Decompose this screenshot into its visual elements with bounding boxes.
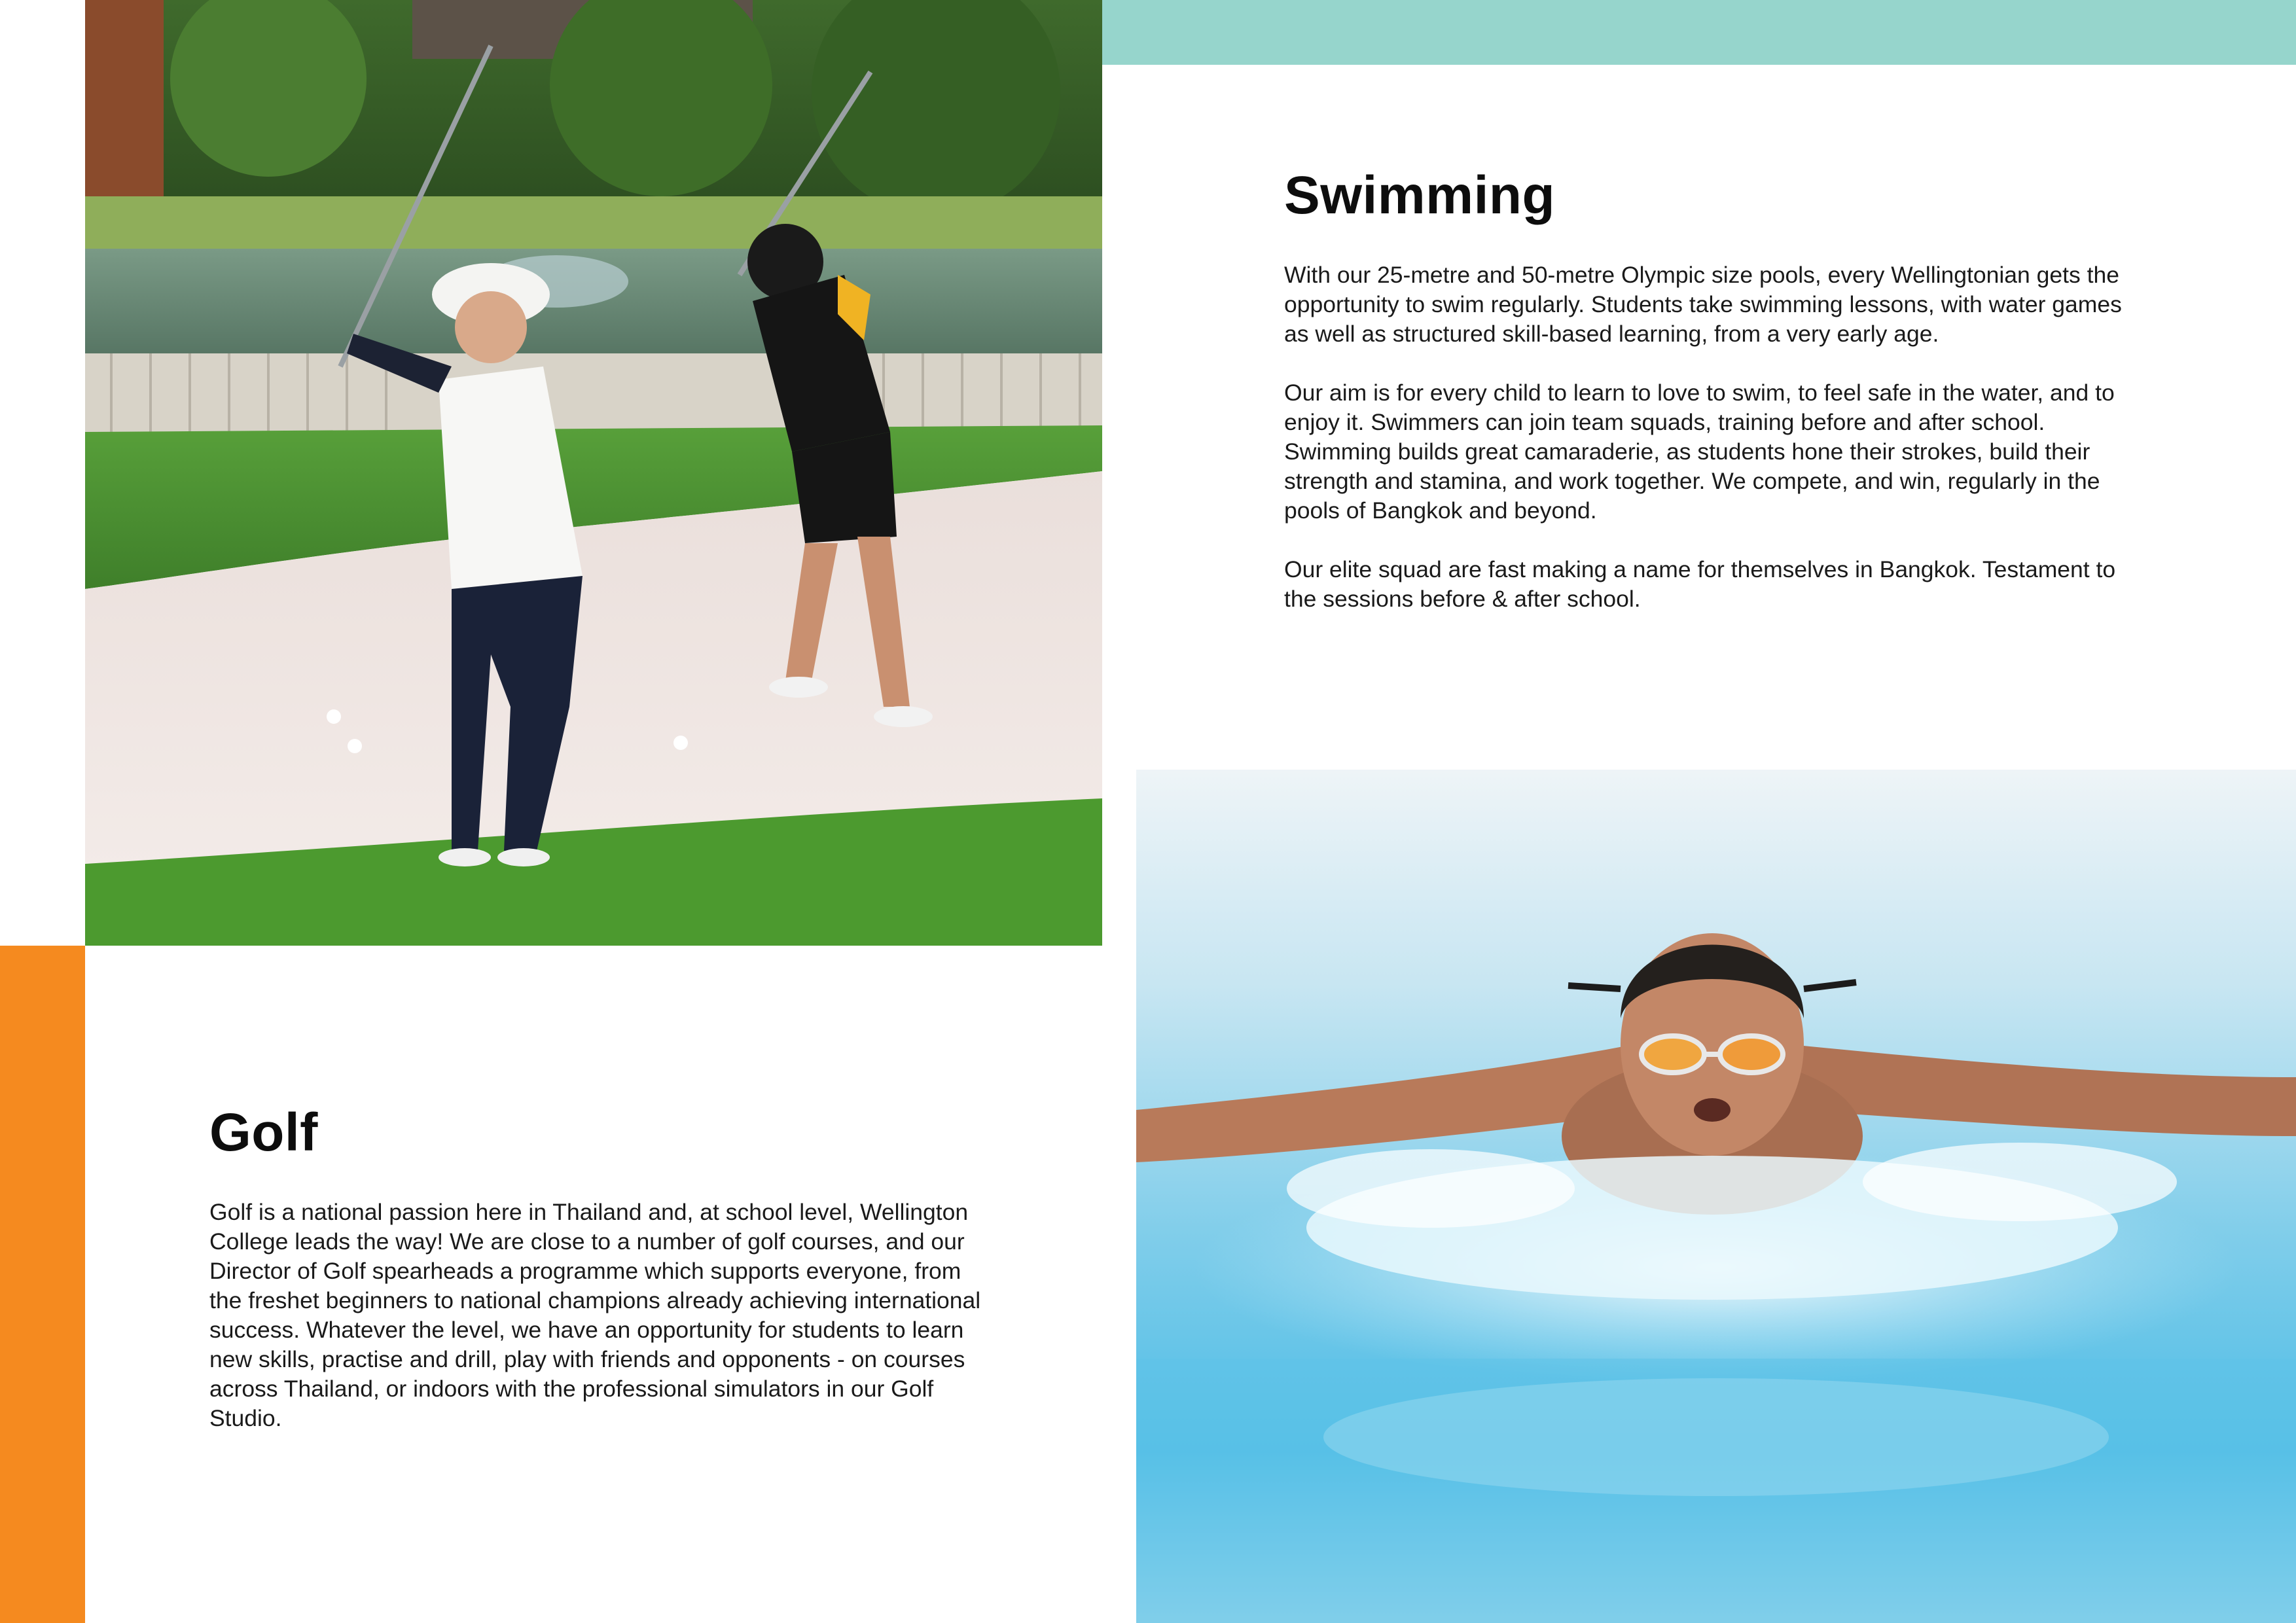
golf-paragraph: Golf is a national passion here in Thailand and, at school level, Wellington College leads the way! We are close to a number of golf courses, and our Director of Golf spearheads a programme which supports everyone, from the freshet beginners to national champions already achieving international success. Whatever the level, we have an opportunity for students to learn new skills, practise and drill, play with friends and opponents - on courses across Thailand, or indoors with the professional simulators in our Golf Studio.: [209, 1199, 981, 1431]
swimming-paragraph: With our 25-metre and 50-metre Olympic size pools, every Wellingtonian gets the opportunity to swim regularly. Students take swimming lessons, with water games as well as structured skill-based learning, from a very early age.: [1284, 262, 2122, 347]
orange-accent-bar: [0, 946, 85, 1623]
swimming-title: Swimming: [1284, 166, 1556, 225]
golf-photo: [85, 0, 1102, 946]
golf-title: Golf: [209, 1103, 318, 1162]
swimming-paragraph: Our elite squad are fast making a name for themselves in Bangkok. Testament to the sessions before & after school.: [1284, 556, 2116, 612]
golf-body: [209, 1198, 995, 1433]
swimming-paragraph: Our aim is for every child to learn to love to swim, to feel safe in the water, and to enjoy it. Swimmers can join team squads, training before and after school. Swimming builds great camaraderie, as students hone their strokes, build their strength and stamina, and work together. We compete, and win, regularly in the pools of Bangkok and beyond.: [1284, 380, 2115, 524]
swimming-body: [1284, 260, 2135, 614]
swimming-photo: [1136, 770, 2296, 1623]
